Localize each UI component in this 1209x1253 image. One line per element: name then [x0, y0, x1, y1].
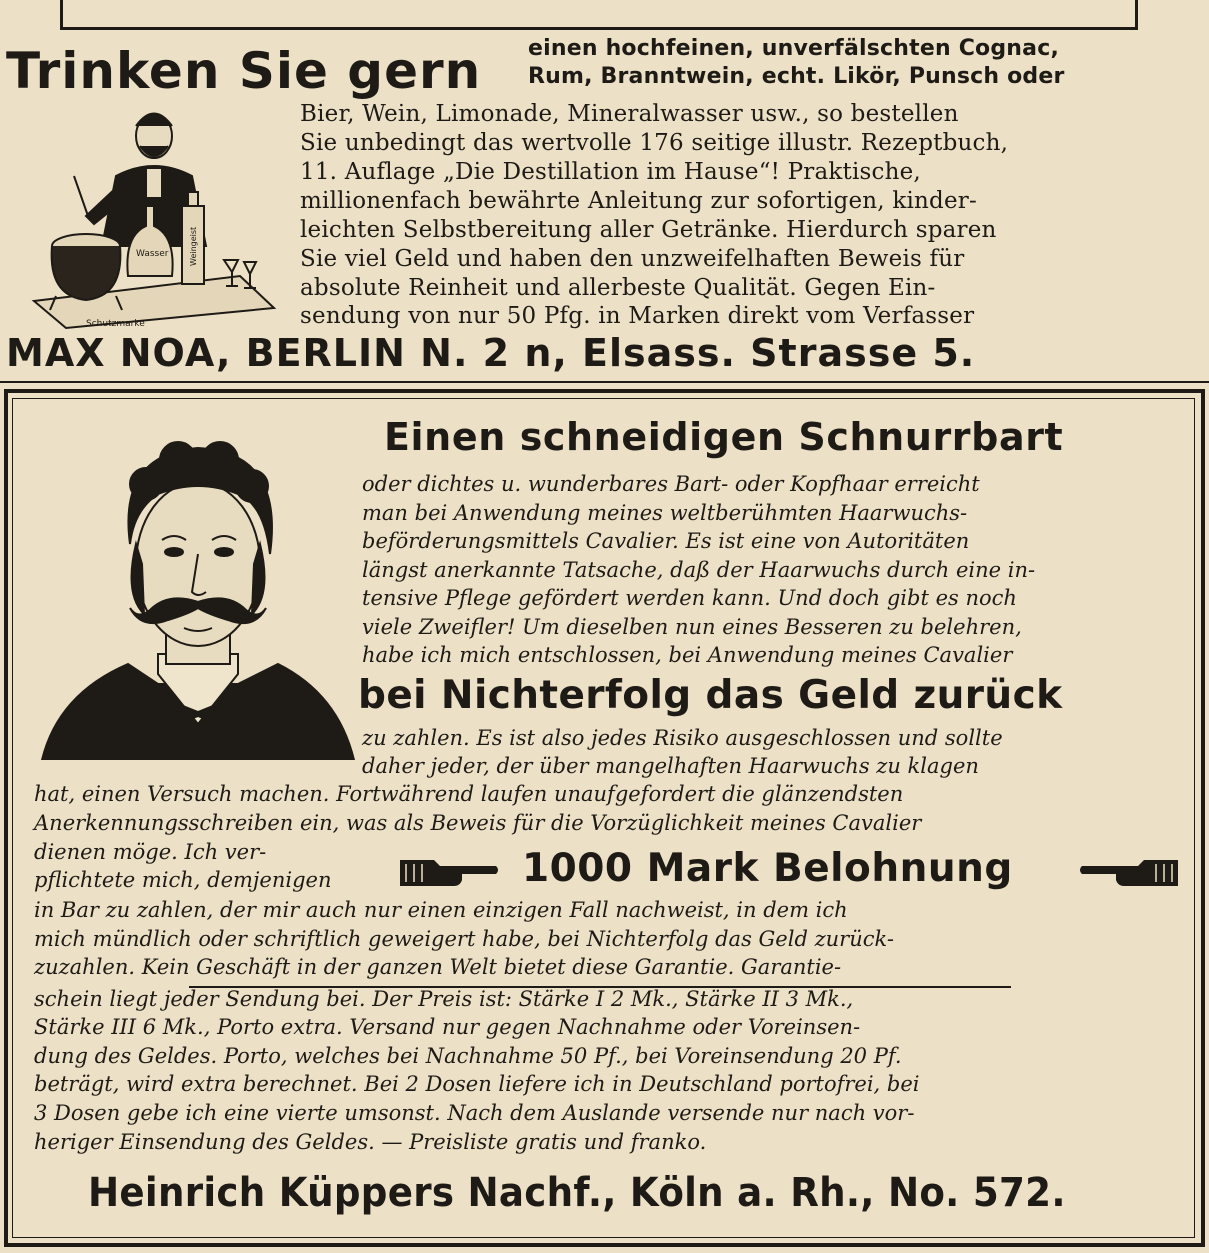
ad2-line-r3: längst anerkannte Tatsache, daß der Haarwuchs durch eine in- — [362, 558, 1036, 582]
previous-ad-border — [60, 0, 1138, 30]
ad1-line-3: Sie unbedingt das wertvolle 176 seitige illustr. Rezeptbuch, — [300, 130, 1009, 156]
ad1-line-2: Bier, Wein, Limonade, Mineralwasser usw., so bestellen — [300, 101, 959, 127]
distiller-illustration — [26, 96, 278, 336]
ad1-line-8: absolute Reinheit und allerbeste Qualität. Gegen Ein- — [300, 275, 936, 301]
ad2-line-fb2: zuzahlen. Kein Geschäft in der ganzen Welt bietet diese Garantie. Garantie- — [34, 955, 842, 979]
label-schutzmarke: Schutzmarke — [86, 319, 145, 329]
ad2-line-r2: beförderungsmittels Cavalier. Es ist eine von Autoritäten — [362, 529, 970, 553]
ad1-line-1: Rum, Branntwein, echt. Likör, Punsch oder — [528, 64, 1065, 89]
ad1-line-9: sendung von nur 50 Pfg. in Marken direkt vom Verfasser — [300, 303, 975, 329]
ad2-line-fb7: 3 Dosen gebe ich eine vierte umsonst. Nach dem Auslande versende nur nach vor- — [34, 1101, 915, 1125]
ad2-headline: Einen schneidigen Schnurrbart — [384, 415, 1064, 459]
ad-separator — [0, 381, 1209, 383]
ad1-headline: Trinken Sie gern — [6, 42, 482, 100]
ad2-line-fb8: heriger Einsendung des Geldes. — Preisliste gratis und franko. — [34, 1130, 707, 1154]
ad2-line-fb5: dung des Geldes. Porto, welches bei Nachnahme 50 Pf., bei Voreinsendung 20 Pf. — [34, 1044, 902, 1068]
ad1-address: MAX NOA, BERLIN N. 2 n, Elsass. Strasse 5. — [6, 331, 976, 375]
ad2-line-fb4: Stärke III 6 Mk., Porto extra. Versand nur gegen Nachnahme oder Voreinsen- — [34, 1015, 861, 1039]
ad2-line-a0: zu zahlen. Es ist also jedes Risiko ausgeschlossen und sollte — [362, 726, 1003, 750]
ad1-line-7: Sie viel Geld und haben den unzweifelhaften Beweis für — [300, 246, 965, 272]
ad2-line-a1: daher jeder, der über mangelhaften Haarwuchs zu klagen — [362, 754, 979, 778]
ad2-line-r5: viele Zweifler! Um dieselben nun eines Besseren zu belehren, — [362, 615, 1022, 639]
ad2-line-fb1: mich mündlich oder schriftlich geweigert habe, bei Nichterfolg das Geld zurück- — [34, 927, 894, 951]
pointing-hand-left-icon — [1078, 852, 1178, 892]
ad2-line-r0: oder dichtes u. wunderbares Bart- oder Kopfhaar erreicht — [362, 472, 980, 496]
ad2-line-pre1: pflichtete mich, demjenigen — [34, 868, 332, 892]
ad2-line-fa0: hat, einen Versuch machen. Fortwährend laufen unaufgefordert die glänzendsten — [34, 782, 904, 806]
ad2-footer-address: Heinrich Küppers Nachf., Köln a. Rh., No. 572. — [88, 1170, 1066, 1216]
ad2-reward: 1000 Mark Belohnung — [522, 846, 1013, 891]
ad2-line-fa1: Anerkennungsschreiben ein, was als Beweis für die Vorzüglichkeit meines Cavalier — [34, 811, 922, 835]
ad2-line-r4: tensive Pflege gefördert werden kann. Und doch gibt es noch — [362, 586, 1017, 610]
ad2-line-fb0: in Bar zu zahlen, der mir auch nur einen einzigen Fall nachweist, in dem ich — [34, 898, 848, 922]
gentleman-portrait — [38, 424, 358, 760]
ad1-line-6: leichten Selbstbereitung aller Getränke. Hierdurch sparen — [300, 217, 997, 243]
ad2-line-fb3: schein liegt jeder Sendung bei. Der Preis ist: Stärke I 2 Mk., Stärke II 3 Mk., — [34, 987, 854, 1011]
ad2-line-fb6: beträgt, wird extra berechnet. Bei 2 Dosen liefere ich in Deutschland portofrei, bei — [34, 1072, 920, 1096]
ad1-line-5: millionenfach bewährte Anleitung zur sofortigen, kinder- — [300, 188, 977, 214]
ad1-line-4: 11. Auflage „Die Destillation im Hause“! Praktische, — [300, 159, 921, 185]
ad2-money-back-line: bei Nichterfolg das Geld zurück — [358, 673, 1063, 718]
ad1-line-0: einen hochfeinen, unverfälschten Cognac, — [528, 36, 1060, 61]
pointing-hand-right-icon — [400, 852, 500, 892]
ad2-line-r6: habe ich mich entschlossen, bei Anwendung meines Cavalier — [362, 643, 1013, 667]
label-weingeist: Weingeist — [189, 226, 198, 266]
ad2-line-pre0: dienen möge. Ich ver- — [34, 840, 267, 864]
label-wasser: Wasser — [136, 249, 169, 259]
ad2-line-r1: man bei Anwendung meines weltberühmten Haarwuchs- — [362, 501, 968, 525]
